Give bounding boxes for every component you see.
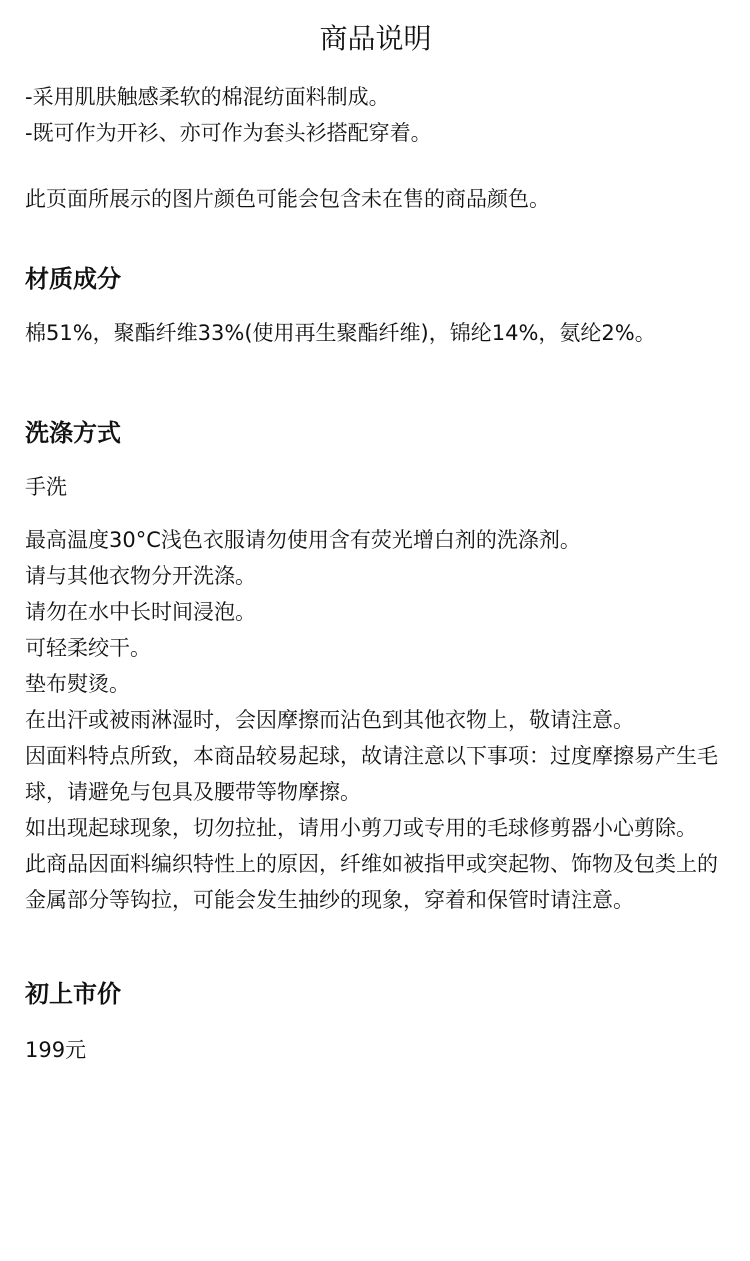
page-title: 商品说明 [319, 22, 432, 55]
washing-method: 手洗 [25, 475, 67, 499]
washing-instruction: 请与其他衣物分开洗涤。 [25, 564, 256, 588]
washing-instructions-list [25, 522, 726, 918]
washing-instruction: 因面料特点所致，本商品较易起球，故请注意以下事项：过度摩擦易产生毛球，请避免与包具及腰带等物摩擦。 [25, 744, 718, 804]
washing-instruction: 在出汗或被雨淋湿时，会因摩擦而沾色到其他衣物上，敬请注意。 [25, 708, 634, 732]
washing-instruction: 请勿在水中长时间浸泡。 [25, 600, 256, 624]
intro-bullet: -既可作为开衫、亦可作为套头衫搭配穿着。 [25, 121, 432, 145]
washing-instruction: 如出现起球现象，切勿拉扯，请用小剪刀或专用的毛球修剪器小心剪除。 [25, 816, 697, 840]
washing-instruction: 可轻柔绞干。 [25, 636, 151, 660]
material-composition: 棉51%，聚酯纤维33%(使用再生聚酯纤维)，锦纶14%，氨纶2%。 [25, 321, 656, 345]
color-note: 此页面所展示的图片颜色可能会包含未在售的商品颜色。 [25, 187, 550, 211]
washing-heading: 洗涤方式 [25, 419, 121, 447]
washing-instruction: 此商品因面料编织特性上的原因，纤维如被指甲或突起物、饰物及包类上的金属部分等钩拉，可能会发生抽纱的现象，穿着和保管时请注意。 [25, 852, 718, 912]
washing-instruction: 垫布熨烫。 [25, 672, 130, 696]
launch-price: 199元 [25, 1038, 87, 1062]
price-heading: 初上市价 [25, 980, 121, 1008]
washing-instruction: 最高温度30°C浅色衣服请勿使用含有荧光增白剂的洗涤剂。 [25, 528, 581, 552]
intro-bullet: -采用肌肤触感柔软的棉混纺面料制成。 [25, 85, 390, 109]
material-heading: 材质成分 [25, 265, 121, 293]
intro-bullet-list [25, 79, 726, 151]
